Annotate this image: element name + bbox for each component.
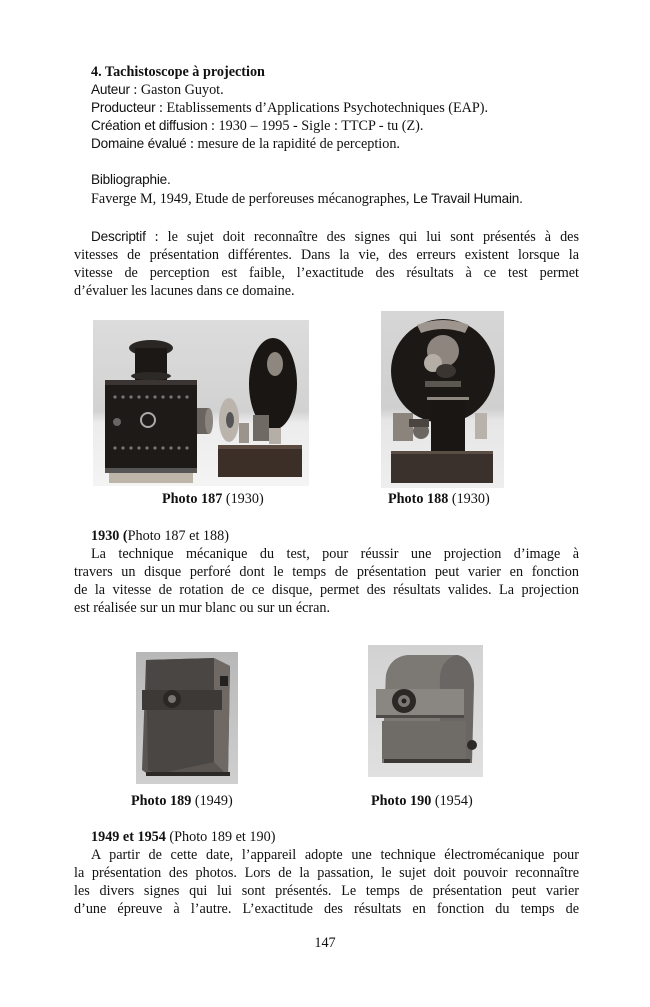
- section-1930-line: de la vitesse de rotation de ce disque, permet des résultats valides. La projection: [74, 582, 579, 598]
- photo-187: [93, 320, 309, 486]
- field-label: Domaine évalué: [91, 136, 187, 151]
- bibliography-heading: Bibliographie.: [91, 172, 171, 187]
- field-value: mesure de la rapidité de perception.: [197, 136, 400, 152]
- photo-189-caption: Photo 189 (1949): [131, 793, 233, 809]
- descriptif-label: Descriptif: [91, 229, 146, 244]
- field-domaine: Domaine évalué : mesure de la rapidité de perception.: [91, 136, 400, 152]
- section-1930-heading: 1930 (Photo 187 et 188): [91, 528, 229, 544]
- field-value: Gaston Guyot.: [140, 82, 224, 98]
- field-label: Producteur: [91, 100, 156, 115]
- photo-190: [368, 645, 483, 777]
- descriptif-line: Descriptif : le sujet doit reconnaître des signes qui lui sont présentés à des: [91, 229, 579, 245]
- photo-188-caption: Photo 188 (1930): [388, 491, 490, 507]
- photo-188: [381, 311, 504, 488]
- descriptif-line: vitesse de perception est faible, l’exactitude des résultats à ce test permet: [74, 265, 579, 281]
- photo-190-caption: Photo 190 (1954): [371, 793, 473, 809]
- page-number: 147: [314, 935, 336, 951]
- section-1949-line: les divers signes qui lui sont présentés. Le temps de présentation peut varier: [74, 883, 579, 899]
- section-1930-line: La technique mécanique du test, pour réussir une projection d’image à: [91, 546, 579, 562]
- field-auteur: Auteur : Gaston Guyot.: [91, 82, 224, 98]
- field-value: Etablissements d’Applications Psychotechniques (EAP).: [166, 100, 489, 116]
- field-producteur: Producteur : Etablissements d’Applications Psychotechniques (EAP).: [91, 100, 489, 116]
- bibliography-entry: Faverge M, 1949, Etude de perforeuses mécanographes, Le Travail Humain.: [91, 191, 523, 207]
- section-1949-heading: 1949 et 1954 (Photo 189 et 190): [91, 829, 276, 845]
- field-value: 1930 – 1995 - Sigle : TTCP - tu (Z).: [218, 118, 424, 134]
- field-label: Création et diffusion: [91, 118, 208, 133]
- descriptif-line: vitesses de présentation différentes. Dans la vie, des erreurs existent lorsque la: [74, 247, 579, 263]
- field-label: Auteur: [91, 82, 130, 97]
- section-title: 4. Tachistoscope à projection: [91, 64, 265, 80]
- photo-189: [136, 652, 238, 784]
- descriptif-line: d’évaluer les lacunes dans ce domaine.: [74, 283, 295, 299]
- journal-name: Le Travail Humain.: [413, 191, 523, 206]
- section-1949-line: A partir de cette date, l’appareil adopte une technique électromécanique pour: [91, 847, 579, 863]
- section-1930-line: est réalisée sur un mur blanc ou sur un écran.: [74, 600, 331, 616]
- section-1930-line: travers un disque perforé dont le temps de présentation peut varier en fonction: [74, 564, 579, 580]
- section-1949-line: la présentation des photos. Lors de la passation, le sujet doit pouvoir reconnaître: [74, 865, 579, 881]
- photo-187-caption: Photo 187 (1930): [162, 491, 264, 507]
- section-year: 1930 (: [91, 528, 128, 544]
- section-1949-line: d’une épreuve à l’autre. L’exactitude des résultats en fonction du temps de: [74, 901, 579, 917]
- field-creation: Création et diffusion : 1930 – 1995 - Sigle : TTCP - tu (Z).: [91, 118, 424, 134]
- section-year: 1949 et 1954: [91, 829, 166, 845]
